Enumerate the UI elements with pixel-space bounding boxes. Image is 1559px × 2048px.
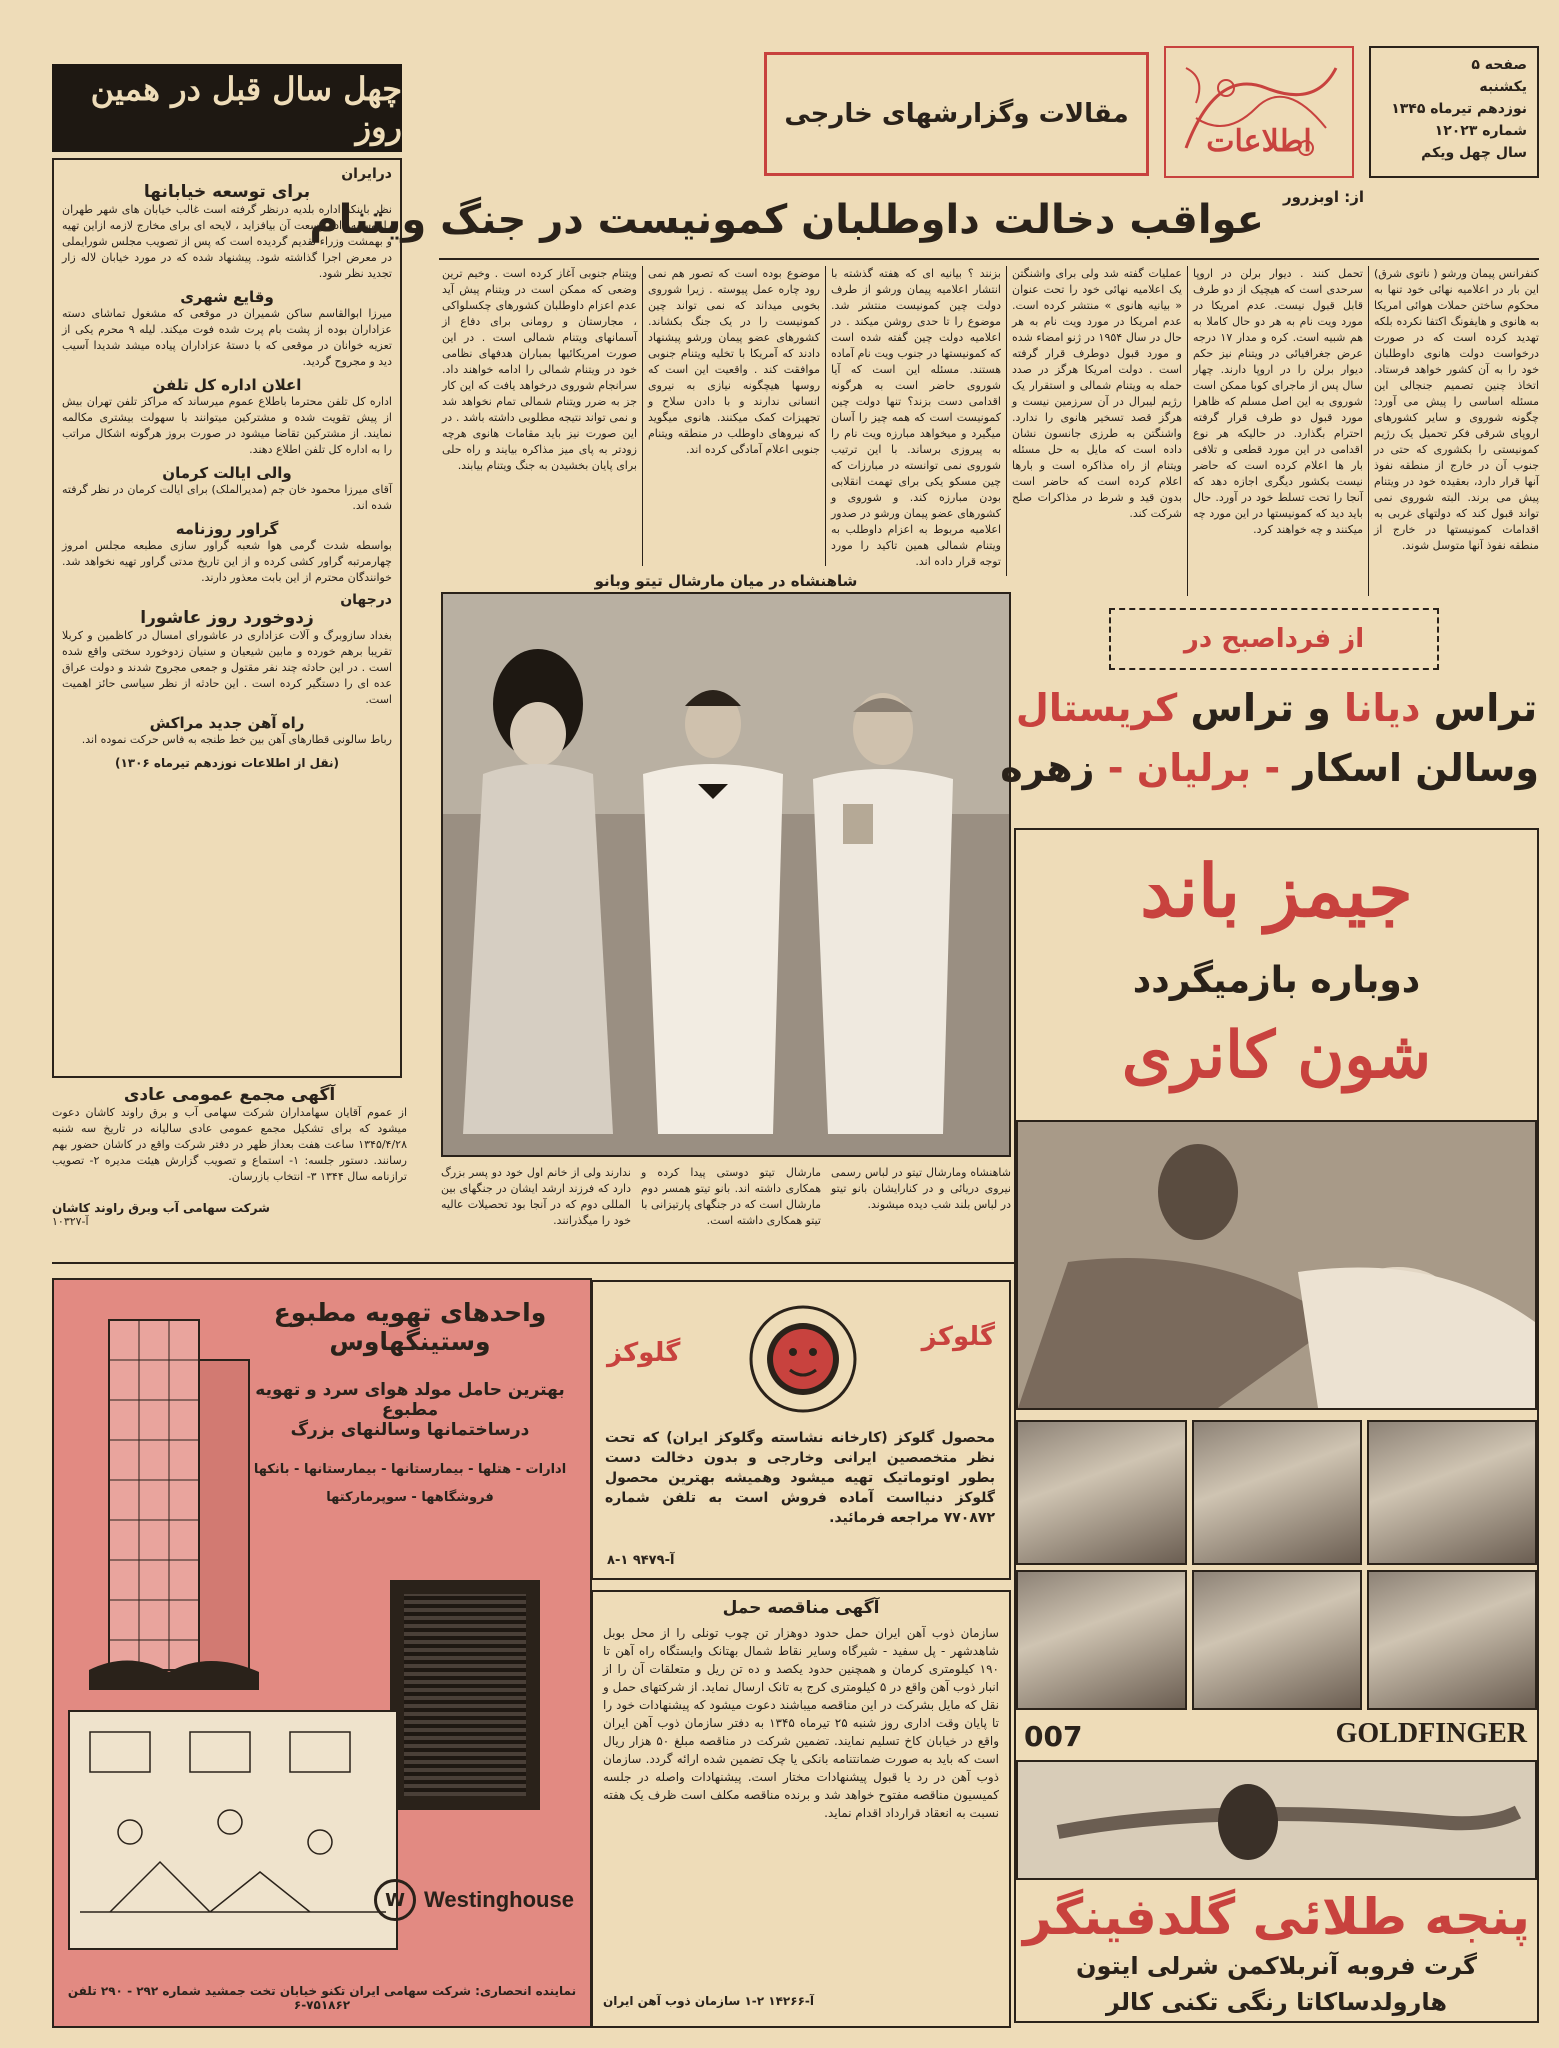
history-item-heading: اعلان اداره کل تلفن	[152, 376, 302, 394]
article-column-4: بزنند ؟ بیانیه ای که هفته گذشته با انتشار اعلامیه پیمان ورشو از طرف دولت چین کمونیست منتشر شد. موضوع را تا حدی روشن میکند . در اعلامیه دولت چین گفته شده است که کمونیستها در جنوب ویت نام آماده هستند. مسئله این است که آیا شوروی حاضر است به هرگونه اقدامی دست بزند؟ تنها دولت چین کمونیست است که همه چیز را آسان میگیرد و میخواهد مبارزه ویت نام را به پیروزی برساند. با این ترتیب شوروی نمی توانسته در مبارزات که چین مسکو یکی برای تهمت انقلابی بودن مبارزه کند. و شوروی و کشورهای عضو پیمان ورشو در صدور اعلامیه مربوط به اعزام داوطلب به ویتنام شمالی همین تاکید را مورد توجه قرار داده اند.	[831, 267, 1001, 568]
film-still-2	[1192, 1420, 1362, 1565]
westinghouse-logo	[374, 1876, 574, 1924]
tiger-seal-icon	[748, 1304, 858, 1414]
westinghouse-line-1: بهترین حامل مولد هوای سرد و تهویه مطبوع	[255, 1380, 565, 1420]
cast-row-1: گرت فروبه آنربلاکمن شرلی ایتون	[1076, 1952, 1477, 1980]
cinema-start-box	[1109, 608, 1439, 670]
tender-body: سازمان ذوب آهن ایران حمل حدود دوهزار تن چوب تونلی را از محل بوبل شاهدشهر - پل سفید - شیرگاه وسایر نقاط شمال بهتانک وایستگاه راه آهن تا ۱۹۰ کیلومتری کرمان و همچنین حدود یکصد و ده تن ریل و متعلقات آن را از انبار ذوب آهن واقع در ۵ کیلومتری کرج به تانک ارسال نماید. از شرکتهای حمل و نقل که مایل بشرکت در این مناقصه میباشند دعوت میشود که پیشنهادات خود را تا پایان وقت اداری روز شنبه ۲۵ تیرماه ۱۳۴۵ به دفتر سازمان ذوب آهن ایران واقع در خیابان کاخ تسلیم نمایند. تضمین شرکت در مناقصه مبلغ ۵۰ هزار ریال است که باید به صورت ضمانتنامه بانکی یا چک تضمین شده ارائه گردد. سازمان ذوب آهن در رد یا قبول پیشنهادات مختار است. پیشنهادات واصله در جلسه کمیسیون مناقصه مفتوح خواهد شد و برنده مناقصه مکلف است ظرف یک هفته نسبت به انعقاد قرارداد اقدام نماید.	[603, 1626, 1000, 1820]
tender-code: آ-۱۴۲۶۶ ۲-۱ سازمان ذوب آهن ایران	[603, 1994, 814, 2008]
film-still-1	[1367, 1420, 1537, 1565]
main-headline: عواقب دخالت داوطلبان کمونیست در جنگ ویتنام	[309, 197, 1264, 243]
venue-crystal: کریستال	[1015, 686, 1178, 730]
history-item-body: بغداد سازوبرگ و آلات عزاداری در عاشورای امسال در کاظمین و کربلا تقریبا برهم خورده و مابین شیعیان و سنیان زدوخورد سختی واقع شده است . در این حادثه چند نفر مقتول و جمعی مجروح شدند و دولت عراق عده ای را دستگیر کرده است . این حادثه از نظر سیاسی حائز اهمیت است.	[62, 629, 392, 706]
film-title-persian: پنجه طلائی گلدفینگر	[1023, 1888, 1530, 1946]
three-figures-illustration	[443, 594, 1009, 1155]
assembly-notice-signature: شرکت سهامی آب وبرق راوند کاشان	[52, 1201, 270, 1215]
glucose-brand-right: گلوکز	[921, 1322, 995, 1352]
history-item	[62, 288, 392, 370]
westinghouse-brand: Westinghouse	[424, 1887, 574, 1912]
section-title: مقالات وگزارشهای خارجی	[784, 99, 1129, 129]
article-column-2: تحمل کنند . دیوار برلن در اروپا سرحدی است که هیچیک از دو طرف قابل قبول نیست. عدم امریکا در مورد ویت نام به هر دو حال کاملا به هم شبیه است. کره و مدار ۱۷ درجه عرض جغرافیائی در ویتنام نیز حکم دیوار برلن را در اروپا دارند. چهار سال پس از ماجرای کوبا ممکن است شوروی به این اصل مسلم که ظاهرا مورد قبول دو طرف قرار گرفته احترام بگذارد. در حالیکه هر نوع اقدامی در این مورد قطعی و تلافی بار ها اعلام کرده است که حاضر نیست بکشور دیگری اجازه دهد که آنجا را تحت تسلط خود در آورد. حال باید دید که کمونیستها در این مورد چه میکنند و چه خواهند کرد.	[1193, 267, 1364, 536]
history-item-heading: راه آهن جدید مراکش	[149, 714, 305, 732]
column-divider	[1006, 266, 1007, 576]
history-item-heading: درایران	[341, 166, 392, 182]
royal-photo	[441, 592, 1011, 1157]
history-item-subheading: برای توسعه خیابانها	[143, 182, 311, 202]
office-illustration	[68, 1710, 398, 1950]
history-item-heading: گراور روزنامه	[175, 520, 279, 538]
column-divider	[825, 266, 826, 566]
westinghouse-line-2: درساختمانها وسالنهای بزرگ	[290, 1420, 530, 1440]
film-still-5	[1192, 1570, 1362, 1710]
assembly-notice-body: از عموم آقایان سهامداران شرکت سهامی آب و برق راوند کاشان دعوت میشود که برای تشکیل مجمع عمومی عادی سالیانه در تاریخ سه شنبه ۱۳۴۵/۴/۲۸ ساعت هفت بعداز ظهر در دفتر شرکت واقع در کاشان حضور بهم رسانند. دستور جلسه: ۱- استماع و تصویب گزارش هیئت مدیره ۲- تصویب ترازنامه سال ۱۳۴۴ ۳- انتخاب بازرسان.	[52, 1106, 407, 1183]
photo-caption-3: ندارند ولی از خانم اول خود دو پسر بزرگ دارد که فرزند ارشد ایشان در جنگهای بین المللی دوم که در آنجا بود تحصیلات عالیه خود را میگذرانند.	[441, 1166, 631, 1227]
westinghouse-line-4: فروشگاهها - سوپرمارکتها	[326, 1490, 494, 1505]
issue-number: شماره ۱۲۰۲۳	[1434, 123, 1527, 139]
cinema-start-text: از فرداصبح در	[1183, 624, 1365, 654]
history-item-body: آقای میرزا محمود خان جم (مدیرالملک) برای ایالت کرمان در نظر گرفته شده اند.	[62, 483, 392, 512]
glucose-body: محصول گلوکز (کارخانه نشاسته وگلوکز ایران) که تحت نظر متخصصین ایرانی وخارجی و بدون دخالت دست بطور اوتوماتیک تهیه میشود وهمیشه بهترین محصول گلوکز دنیااست آماده فروش است به تلفن شماره ۷۷۰۸۷۲ مراجعه فرمائید.	[605, 1430, 995, 1526]
film-title-english: GOLDFINGER	[1335, 1718, 1527, 1749]
cinema-venues-line2	[1000, 746, 1539, 790]
westinghouse-ad	[52, 1278, 592, 2028]
westinghouse-title: واحدهای تهویه مطبوع وستینگهاوس	[273, 1298, 547, 1356]
section-title-box	[764, 52, 1149, 176]
article-column-5: موضوع بوده است که تصور هم نمی رود چاره عمل پیوسته . زیرا شوروی بخوبی میداند که نمی تواند چین کمونیست را در یک جنگ بکشاند. کشورهای عضو پیمان ورشو پیشنهاد دادند که آمریکا با تخلیه ویتنام جنوبی موافقت کند . واقعیت این است که روسها هیچگونه نیازی به نیروی انسانی ندارند و با دادن سلاح و تجهیزات کمک میکنند. هانوی میگوید که نیروهای داوطلب در منطقه ویتنام جنوبی اعلام آمادگی کرده اند.	[648, 267, 820, 456]
westinghouse-w-icon: W	[374, 1879, 416, 1921]
glucose-code: آ-۹۴۷۹ ۱-۸	[607, 1553, 675, 1568]
venue-tras-2: و تراس	[1190, 686, 1331, 730]
tender-title: آگهی مناقصه حمل	[722, 1598, 880, 1618]
issue-date: نوزدهم تیرماه ۱۳۴۵	[1391, 101, 1527, 117]
history-item-heading: وقایع شهری	[180, 288, 274, 306]
history-footer: (نقل از اطلاعات نوزدهم تیرماه ۱۳۰۶)	[114, 756, 340, 770]
history-item	[62, 376, 392, 458]
article-column-3: عملیات گفته شد ولی برای واشنگتن یک اعلامیه نهائی خود را تحت عنوان « بیانیه هانوی » منتشر کرده است. عدم امریکا در مورد ویت نام به هر حال در سال ۱۹۵۴ در ژنو امضاء شده و مورد قبول دوطرف قرار گرفته است . دولت امریکا هرگز در صدد حمله به ویتنام شمالی و استقرار یک رژیم لیبرال در آن سرزمین نیست و هرگز قصد تسخیر هانوی را ندارد. واشنگتن به طرزی جانسون نشان داده است که مایل به حل مسئله ویتنام از راه مذاکره است و بارها اعلام کرده است که حاضر است بدون قید و شرط در مذاکرات صلح شرکت کند.	[1012, 267, 1182, 520]
history-item-body: میرزا ابوالقاسم ساکن شمیران در موقعی که مشغول تماشای دسته عزاداران بوده از پشت بام پرت شده فوت میکند. لیله ۹ محرم یکی از تعزیه خوانان در موقعی که با دستهٔ عزاداران پیاده میشد شدیدا آسیب دید و مجروح گردید.	[62, 307, 392, 368]
headline-rule	[439, 258, 1539, 260]
column-divider	[1187, 266, 1188, 596]
history-item	[62, 592, 392, 708]
assembly-notice-title: آگهی مجمع عمومی عادی	[123, 1085, 336, 1105]
assembly-notice-code: آ-۱۰۳۲۷	[52, 1215, 89, 1228]
cinema-main-box	[1014, 828, 1539, 2023]
history-item-body: اداره کل تلفن محترما باطلاع عموم میرساند که مراکز تلفن تهران بیش از پیش تقویت شده و مشترکین میتوانند با سهولت بیشتری مکالمه نمایند. از مشترکین تقاضا میشود در صورت بروز هرگونه اشکال مراتب را به اداره کل تلفن اطلاع دهند.	[62, 395, 392, 456]
venue-oscar: وسالن اسکار	[1293, 746, 1539, 790]
article-source: از: اوبزرور	[1282, 188, 1364, 206]
tender-ad	[591, 1590, 1011, 2028]
logo-text: اطلاعات	[1206, 123, 1312, 159]
photo-caption-title: شاهنشاه در میان مارشال تیتو وبانو	[594, 572, 858, 590]
photo-caption-1: شاهنشاه ومارشال تیتو در لباس رسمی نیروی دریائی و در کنارایشان بانو تیتو در لباس بلند شب دیده میشوند.	[831, 1166, 1011, 1211]
venue-tras: تراس	[1433, 686, 1538, 730]
article-column-1: کنفرانس پیمان ورشو ( ناتوی شرق) این بار در اعلامیه نهائی خود تنها به محکوم ساختن حملات هوائی امریکا به هانوی و هایفونگ اکتفا نکرده بلکه تهدید کرده است که در صورت درخواست دولت هانوی داوطلبان خود را به آن کشور خواهد فرستاد. اتخاذ چنین تصمیم جنجالی این مسئله اساسی را پیش می آورد: چگونه شوروی و سایر کشورهای اروپای شرقی فکر تحمیل یک رژیم کمونیستی را بکشوری که حتی در جنوب آن در خارج از منطقه نفوذ آنها قرار دارد، بعقیده خود در ویتنام پیش می برند. البته شوروی نمی تواند قبول کند که دولتهای غربی به اقدامات کمونیستها در خارج از منطقه نفوذ آنها متوسل شوند.	[1374, 267, 1539, 552]
westinghouse-footer: نماینده انحصاری: شرکت سهامی ایران تکنو خیابان تخت جمشید شماره ۲۹۲ - ۲۹۰ تلفن ۷۵۱۸۶۲-۶	[67, 1984, 577, 2012]
cast-row-2: هارولدساکاتا رنگی تکنی کالر	[1106, 1988, 1447, 2016]
history-item	[62, 520, 392, 586]
history-item-heading: درجهان	[340, 592, 392, 608]
history-item-subheading: زدوخورد روز عاشورا	[140, 608, 314, 628]
film-actor: شون کانری	[1121, 1018, 1432, 1093]
newspaper-logo	[1164, 46, 1354, 178]
history-item	[62, 166, 392, 282]
office-scene-illustration	[70, 1712, 396, 1948]
page-number: صفحه ۵	[1471, 57, 1527, 73]
film-title-james-bond: جیمز باند	[1140, 848, 1413, 933]
glucose-brand-left: گلوکز	[607, 1338, 681, 1368]
publication-year: سال چهل ویکم	[1421, 145, 1527, 161]
film-still-main	[1016, 1120, 1537, 1410]
glucose-ad	[591, 1280, 1011, 1580]
skyscraper-icon	[89, 1300, 269, 1690]
history-box-title: چهل سال قبل در همین روز	[90, 70, 402, 146]
history-item	[62, 464, 392, 514]
ac-unit-image	[390, 1580, 540, 1810]
history-box-header	[52, 64, 402, 152]
logo-007: 007	[1024, 1720, 1083, 1753]
history-column	[52, 158, 402, 1078]
venue-zohreh: زهره	[1000, 746, 1095, 790]
column-divider	[642, 266, 643, 566]
film-still-illustration	[1018, 1122, 1535, 1408]
reclining-figure-illustration	[1018, 1762, 1535, 1878]
column-divider	[1368, 266, 1369, 596]
venue-diana: دیانا	[1343, 686, 1421, 730]
film-subtitle: دوباره بازمیگردد	[1132, 960, 1421, 1001]
film-still-3	[1016, 1420, 1187, 1565]
history-item-body: رباط سالونی قطارهای آهن بین خط طنجه به فاس حرکت نموده اند.	[81, 733, 392, 746]
photo-caption-2: مارشال تیتو دوستی پیدا کرده و همکاری داشته اند. بانو تیتو همسر دوم مارشال است که در جنگهای پارتیزانی با تیتو همکاری داشته است.	[641, 1166, 821, 1227]
article-column-6: ویتنام جنوبی آغاز کرده است . وخیم ترین وضعی که ممکن است در ویتنام پیش آید عدم اعزام داوطلبان کشورهای چکسلواکی ، مجارستان و رومانی برای دفاع از آسمانهای ویتنام شمالی است . در این صورت امریکائیها بمباران هدفهای نظامی خود در ویتنام شمالی را ادامه خواهند داد. سرانجام شوروی درخواهد یافت که این کار جز به ضرر ویتنام شمالی تمام نخواهد شد و نمی تواند نتیجه مطلوبی داشته باشد . در این صورت نیز باید مقامات هانوی هرچه زودتر به پای میز مذاکره بیایند و راه حلی برای پایان بخشیدن به جنگ ویتنام بیابند.	[442, 267, 637, 472]
weekday: یکشنبه	[1479, 79, 1527, 95]
goldfinger-poster-image	[1016, 1760, 1537, 1880]
date-box	[1369, 46, 1539, 178]
film-still-4	[1367, 1570, 1537, 1710]
history-item	[62, 714, 392, 748]
film-still-6	[1016, 1570, 1187, 1710]
cinema-ad	[1000, 598, 1539, 2028]
history-item-body: بواسطه شدت گرمی هوا شعبه گراور سازی مطبعه مجلس امروز چهارمرتبه گراور کشی کرده و از این تاریخ مدتی گراور تهیه نخواهد شد. خوانندگان محترم از این بابت معذور دارند.	[62, 539, 392, 584]
cinema-venues-line1	[1014, 686, 1539, 730]
westinghouse-line-3: ادارات - هتلها - بیمارستانها - بیمارستانها - بانکها	[253, 1462, 567, 1477]
venue-berlian: - برلیان -	[1107, 746, 1281, 790]
history-item-body: نظر باینکه اداره بلدیه درنظر گرفته است غالب خیابان های شهر طهران را توسعه داده وسعت آن بیافزاید ، لایحه ای برای مخارج لازمه ازاین تهیه و بهمشت وزراء تقدیم گردیده است که پس از تصویب مجلس شورایملی در معرض اجرا گذاشته شود. پیشنهاد شده که در مورد خیابان لاله زار تجدید نظر شود.	[62, 203, 392, 280]
history-item-heading: والی ایالت کرمان	[162, 464, 292, 482]
assembly-notice	[52, 1085, 407, 1250]
section-rule	[52, 1262, 1122, 1264]
